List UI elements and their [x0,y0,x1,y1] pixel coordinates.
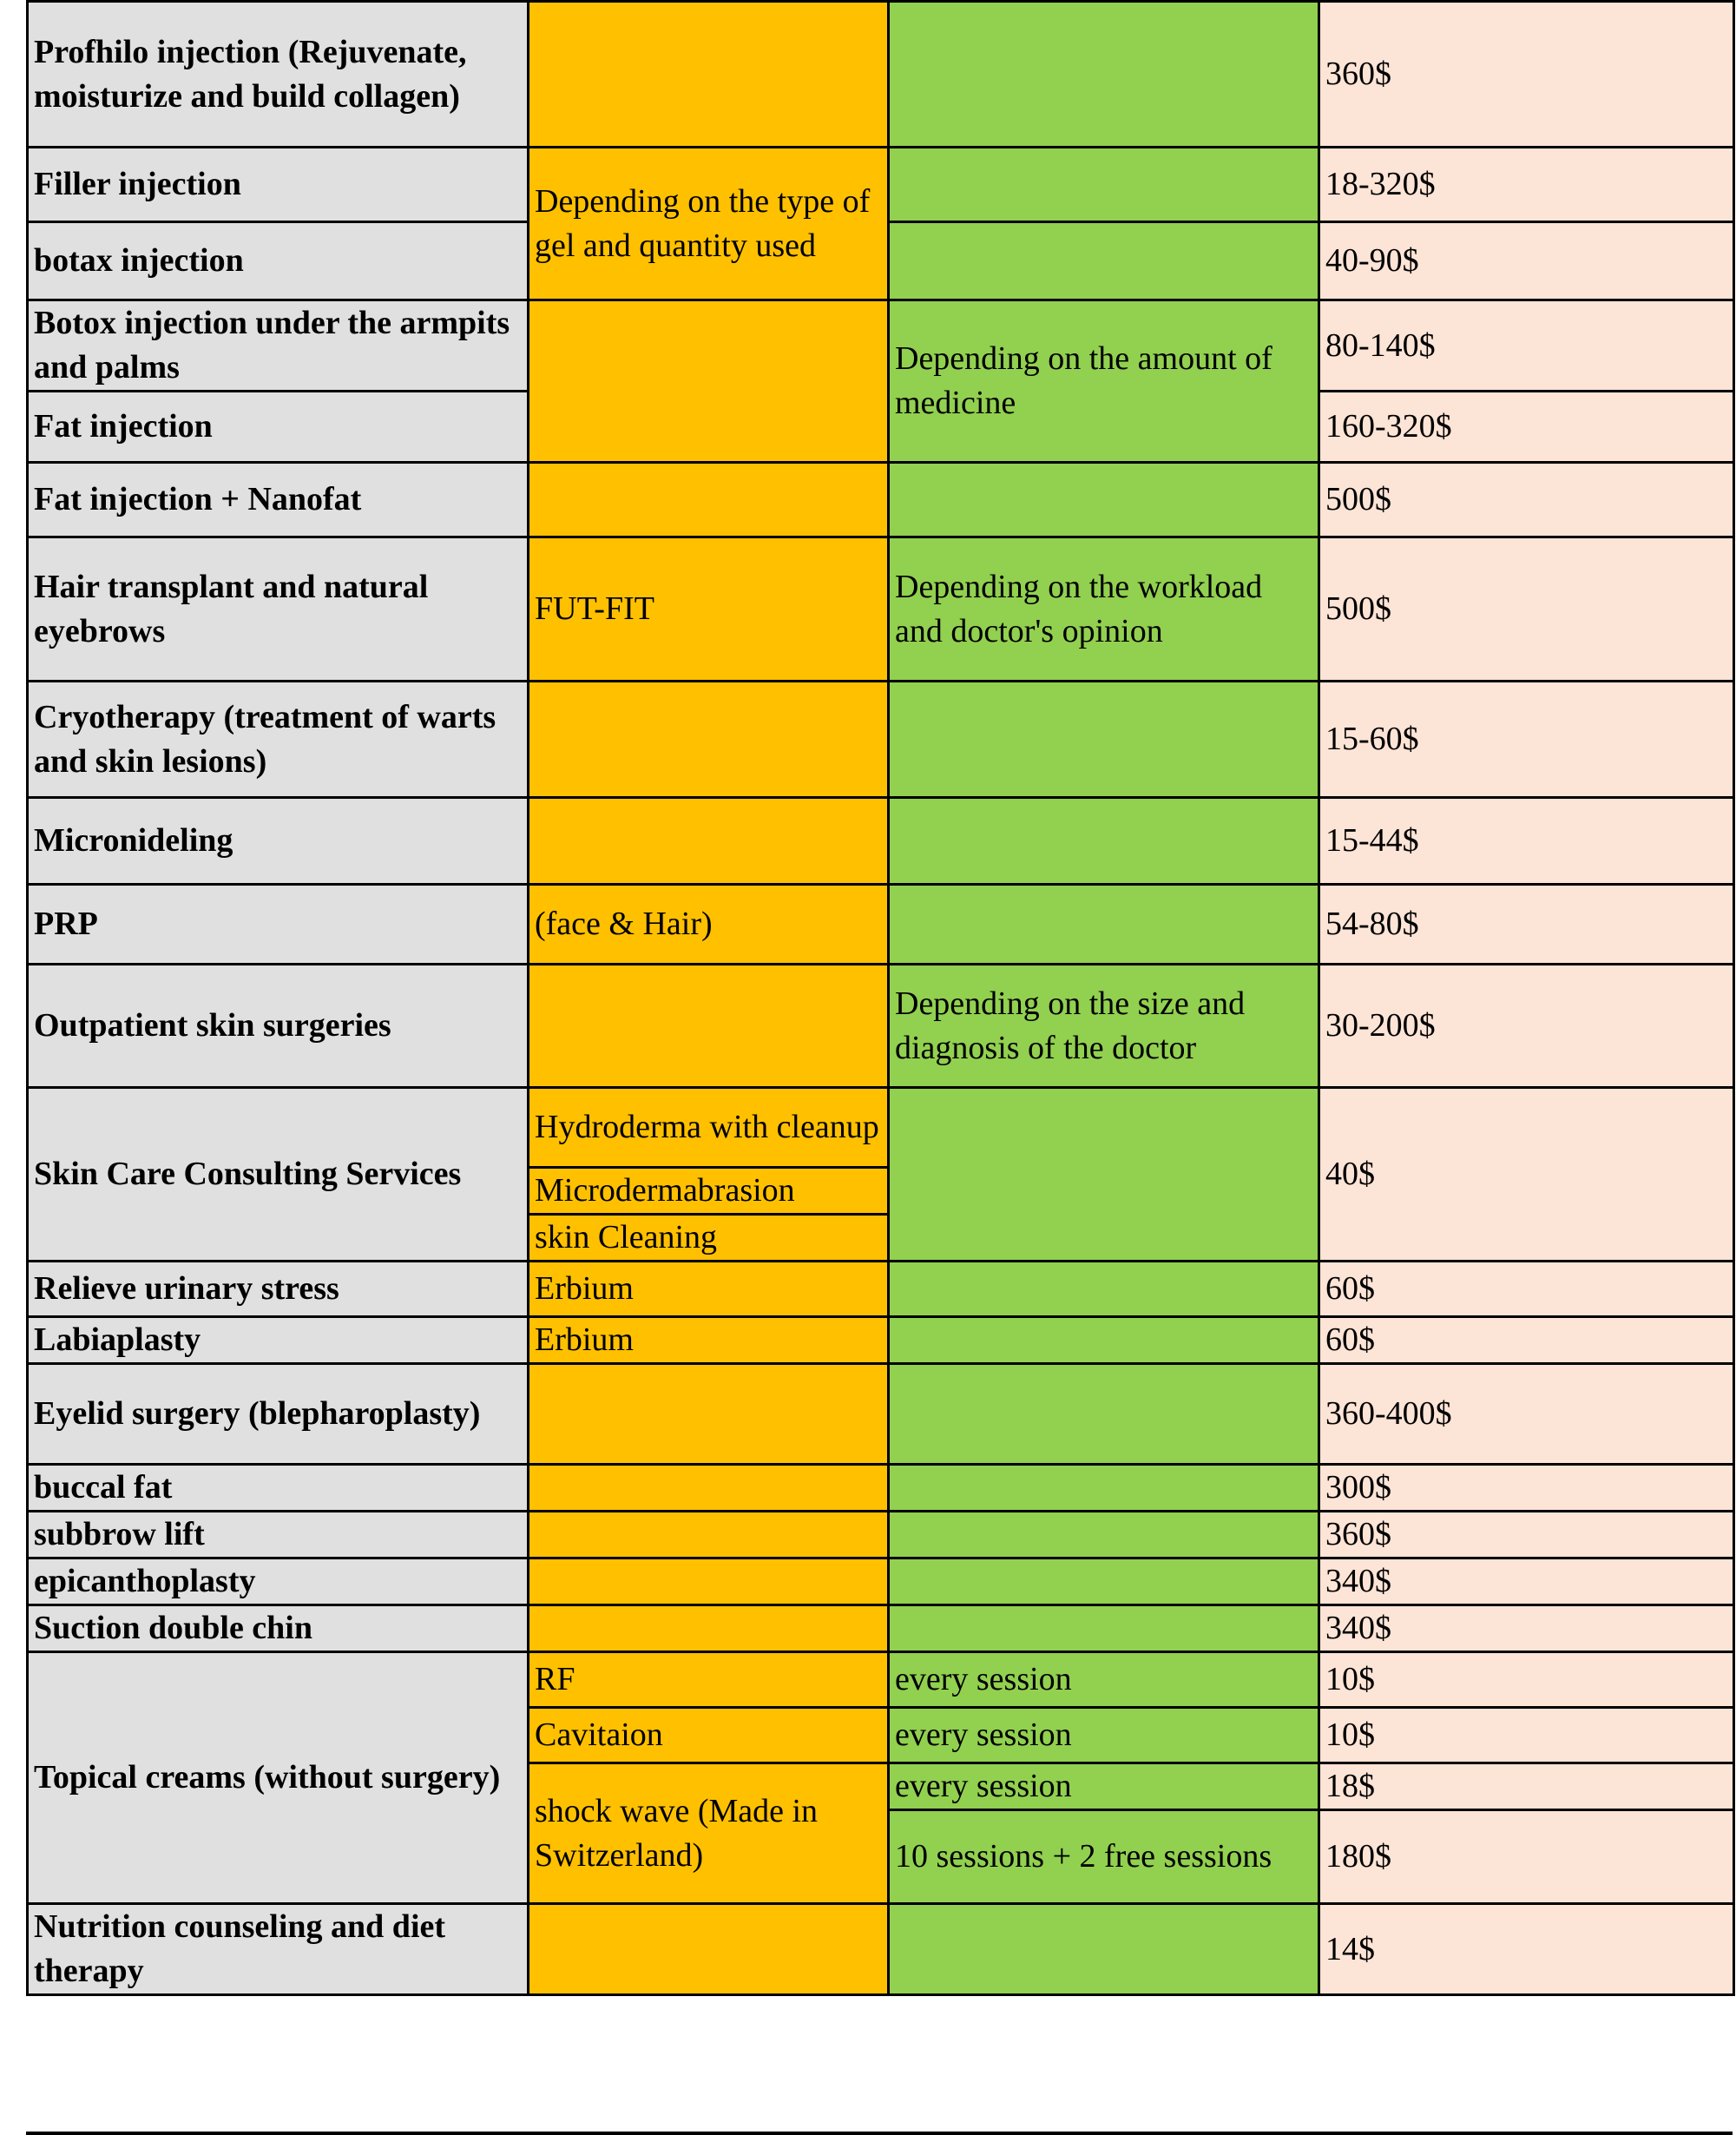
price-cell: 360-400$ [1319,1364,1734,1465]
note-cell [889,1605,1319,1652]
table-row [28,682,1734,798]
note-cell: every session [889,1763,1319,1810]
note-cell [889,1364,1319,1465]
note-cell [889,1465,1319,1512]
price-cell: 40-90$ [1319,222,1734,300]
service-cell: Outpatient skin surgeries [28,965,529,1088]
price-cell: 360$ [1319,1512,1734,1558]
price-cell: 300$ [1319,1465,1734,1512]
detail-cell [529,463,889,537]
note-cell [889,682,1319,798]
price-cell: 18-320$ [1319,148,1734,222]
detail-cell: Erbium [529,1262,889,1317]
table-row [28,1465,1734,1512]
detail-cell [529,682,889,798]
detail-cell: Erbium [529,1317,889,1364]
note-cell [889,1512,1319,1558]
service-cell: Skin Care Consulting Services [28,1088,529,1262]
table-row [28,1904,1734,1995]
detail-cell: RF [529,1652,889,1708]
note-cell [889,2,1319,148]
detail-cell [529,965,889,1088]
price-cell: 360$ [1319,2,1734,148]
note-cell: Depending on the workload and doctor's opinion [889,537,1319,682]
table-row [28,1558,1734,1605]
table-row [28,2,1734,148]
table-row [28,965,1734,1088]
service-cell: Fat injection + Nanofat [28,463,529,537]
note-cell [889,1262,1319,1317]
table-row [28,148,1734,222]
note-cell: 10 sessions + 2 free sessions [889,1810,1319,1904]
price-cell: 340$ [1319,1558,1734,1605]
service-cell: buccal fat [28,1465,529,1512]
table-row [28,1605,1734,1652]
service-cell: botax injection [28,222,529,300]
table-row [28,1262,1734,1317]
detail-cell: skin Cleaning [529,1215,889,1262]
price-cell: 340$ [1319,1605,1734,1652]
price-cell: 500$ [1319,537,1734,682]
price-cell: 80-140$ [1319,300,1734,392]
service-cell: Fat injection [28,392,529,463]
note-cell: every session [889,1708,1319,1763]
service-cell: Relieve urinary stress [28,1262,529,1317]
note-cell [889,148,1319,222]
detail-cell: (face & Hair) [529,885,889,965]
detail-cell [529,1364,889,1465]
service-cell: Labiaplasty [28,1317,529,1364]
service-cell: Suction double chin [28,1605,529,1652]
price-cell: 14$ [1319,1904,1734,1995]
price-cell: 10$ [1319,1708,1734,1763]
detail-cell [529,1512,889,1558]
price-cell: 40$ [1319,1088,1734,1262]
detail-cell [529,798,889,885]
table-row [28,1317,1734,1364]
service-cell: Cryotherapy (treatment of warts and skin lesions) [28,682,529,798]
service-cell: Eyelid surgery (blepharoplasty) [28,1364,529,1465]
note-cell [889,1088,1319,1262]
service-cell: Micronideling [28,798,529,885]
detail-cell [529,2,889,148]
note-cell [889,885,1319,965]
service-cell: Filler injection [28,148,529,222]
table-row [28,798,1734,885]
service-cell: Profhilo injection (Rejuvenate, moisturize and build collagen) [28,2,529,148]
note-cell [889,222,1319,300]
price-cell: 60$ [1319,1262,1734,1317]
table-row [28,1652,1734,1708]
price-cell: 18$ [1319,1763,1734,1810]
table-row [28,300,1734,392]
price-table [26,0,1735,1996]
price-cell: 60$ [1319,1317,1734,1364]
price-cell: 30-200$ [1319,965,1734,1088]
price-cell: 15-60$ [1319,682,1734,798]
price-cell: 15-44$ [1319,798,1734,885]
price-cell: 10$ [1319,1652,1734,1708]
detail-cell: Depending on the type of gel and quantity used [529,148,889,300]
table-row [28,1088,1734,1168]
price-cell: 54-80$ [1319,885,1734,965]
service-cell: PRP [28,885,529,965]
service-cell: Botox injection under the armpits and palms [28,300,529,392]
detail-cell: FUT-FIT [529,537,889,682]
note-cell [889,798,1319,885]
detail-cell: Microdermabrasion [529,1168,889,1215]
note-cell [889,1558,1319,1605]
detail-cell: Hydroderma with cleanup [529,1088,889,1168]
service-cell: Topical creams (without surgery) [28,1652,529,1904]
note-cell: every session [889,1652,1319,1708]
detail-cell [529,1465,889,1512]
price-cell: 160-320$ [1319,392,1734,463]
note-cell [889,463,1319,537]
detail-cell: Cavitaion [529,1708,889,1763]
note-cell: Depending on the amount of medicine [889,300,1319,463]
detail-cell [529,300,889,463]
note-cell: Depending on the size and diagnosis of the doctor [889,965,1319,1088]
table-row [28,1364,1734,1465]
service-cell: Hair transplant and natural eyebrows [28,537,529,682]
detail-cell: shock wave (Made in Switzerland) [529,1763,889,1904]
note-cell [889,1317,1319,1364]
table-row [28,885,1734,965]
price-cell: 180$ [1319,1810,1734,1904]
table-row [28,463,1734,537]
note-cell [889,1904,1319,1995]
bottom-rule [26,2132,1733,2135]
service-cell: Nutrition counseling and diet therapy [28,1904,529,1995]
table-row [28,537,1734,682]
detail-cell [529,1904,889,1995]
price-cell: 500$ [1319,463,1734,537]
service-cell: subbrow lift [28,1512,529,1558]
detail-cell [529,1605,889,1652]
detail-cell [529,1558,889,1605]
table-row [28,1512,1734,1558]
service-cell: epicanthoplasty [28,1558,529,1605]
